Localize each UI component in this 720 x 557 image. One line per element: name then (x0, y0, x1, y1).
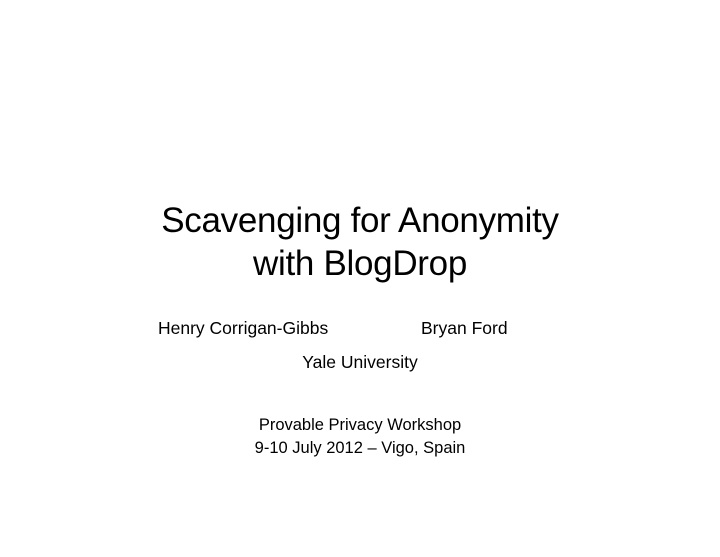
venue-date-location: 9-10 July 2012 – Vigo, Spain (254, 439, 466, 457)
venue-info (0, 414, 720, 460)
slide-title (0, 199, 720, 285)
affiliation: Yale University (302, 352, 418, 372)
slide-title-line-1: Scavenging for Anonymity (161, 201, 559, 240)
author-name: Bryan Ford (421, 318, 508, 338)
venue-name: Provable Privacy Workshop (258, 416, 462, 434)
author-list (0, 318, 720, 346)
slide-title-line-2: with BlogDrop (253, 244, 467, 283)
author-name: Henry Corrigan-Gibbs (158, 318, 329, 338)
